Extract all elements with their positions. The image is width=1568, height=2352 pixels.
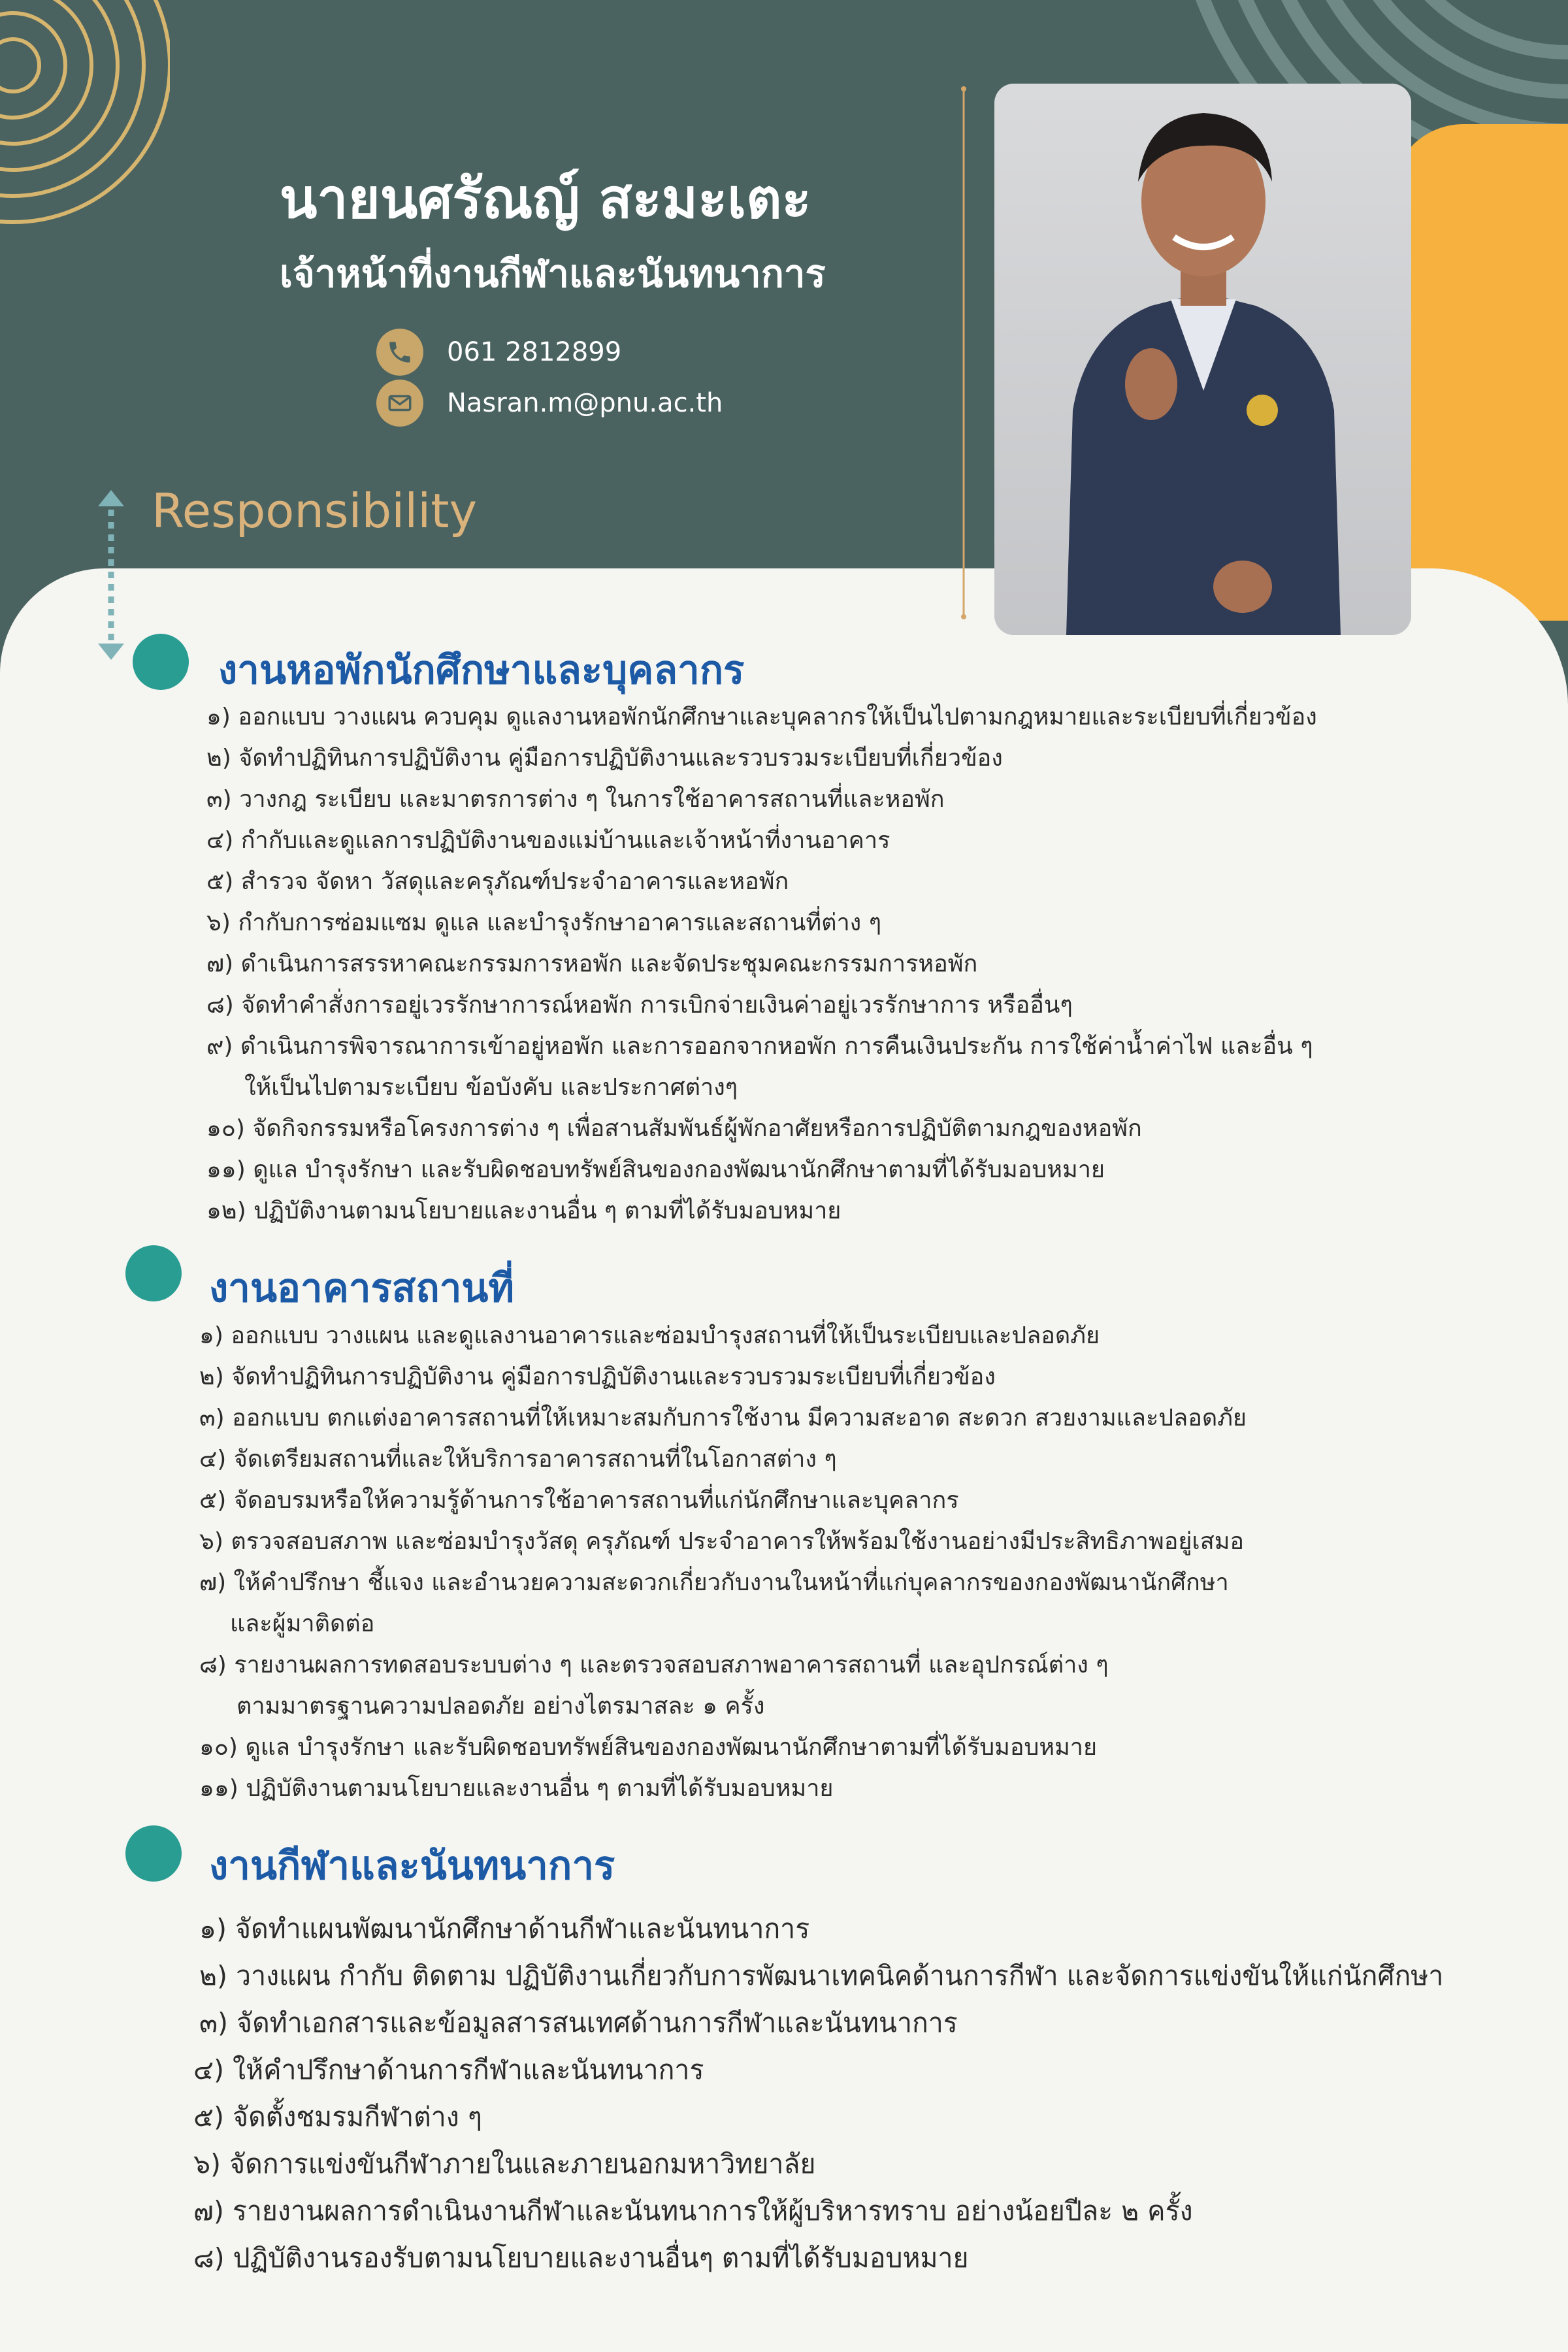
section-3-item: ๔) ให้คำปรึกษาด้านการกีฬาและนันทนาการ	[193, 2054, 704, 2085]
section-3-item: ๖) จัดการแข่งขันกีฬาภายในและภายนอกมหาวิทยาลัย	[193, 2148, 816, 2180]
section-2-item: ๘) รายงานผลการทดสอบระบบต่าง ๆ และตรวจสอบสภาพอาคารสถานที่ และอุปกรณ์ต่าง ๆ	[199, 1652, 1109, 1678]
section-2-item: ๑๑) ปฏิบัติงานตามนโยบายและงานอื่น ๆ ตามที่ได้รับมอบหมาย	[199, 1775, 834, 1802]
section-1-item: ๗) ดำเนินการสรรหาคณะกรรมการหอพัก และจัดประชุมคณะกรรมการหอพัก	[206, 951, 978, 977]
section-3-dot	[125, 1825, 182, 1882]
section-3-item: ๑) จัดทำแผนพัฒนานักศึกษาด้านกีฬาและนันทนาการ	[199, 1913, 810, 1944]
section-1-item: ๑๐) จัดกิจกรรมหรือโครงการต่าง ๆ เพื่อสานสัมพันธ์ผู้พักอาศัยหรือการปฏิบัติตามกฎของหอพัก	[206, 1115, 1142, 1142]
section-2-item: ๓) ออกแบบ ตกแต่งอาคารสถานที่ให้เหมาะสมกับการใช้งาน มีความสะอาด สะดวก สวยงามและปลอดภัย	[199, 1405, 1247, 1431]
section-1-item-continuation: ให้เป็นไปตามระเบียบ ข้อบังคับ และประกาศต่างๆ	[244, 1074, 738, 1101]
section-1-item: ๕) สำรวจ จัดหา วัสดุและครุภัณฑ์ประจำอาคารและหอพัก	[206, 868, 789, 895]
section-2-item-continuation: ตามมาตรฐานความปลอดภัย อย่างไตรมาสละ ๑ ครั้ง	[237, 1693, 765, 1720]
section-3-item: ๒) วางแผน กำกับ ติดตาม ปฏิบัติงานเกี่ยวกับการพัฒนาเทคนิคด้านการกีฬา และจัดการแข่งขันให้แก่นักศึกษา	[199, 1960, 1444, 1991]
section-2-item: ๗) ให้คำปรึกษา ชี้แจง และอำนวยความสะดวกเกี่ยวกับงานในหน้าที่แก่บุคลากรของกองพัฒนานักศึกษา	[199, 1569, 1229, 1596]
section-2-item: ๑๐) ดูแล บำรุงรักษา และรับผิดชอบทรัพย์สินของกองพัฒนานักศึกษาตามที่ได้รับมอบหมาย	[199, 1734, 1098, 1761]
section-2-item: ๖) ตรวจสอบสภาพ และซ่อมบำรุงวัสดุ ครุภัณฑ์ ประจำอาคารให้พร้อมใช้งานอย่างมีประสิทธิภาพอยู่เสมอ	[199, 1528, 1245, 1555]
section-2-item: ๒) จัดทำปฏิทินการปฏิบัติงาน คู่มือการปฏิบัติงานและรวบรวมระเบียบที่เกี่ยวข้อง	[199, 1364, 996, 1390]
phone-row	[376, 328, 621, 376]
section-1-item: ๙) ดำเนินการพิจารณาการเข้าอยู่หอพัก และการออกจากหอพัก การคืนเงินประกัน การใช้ค่าน้ำค่าไฟ และอื่น ๆ	[206, 1033, 1313, 1060]
section-3-item: ๘) ปฏิบัติงานรองรับตามนโยบายและงานอื่นๆ ตามที่ได้รับมอบหมาย	[193, 2242, 969, 2274]
section-1-item: ๘) จัดทำคำสั่งการอยู่เวรรักษาการณ์หอพัก การเบิกจ่ายเงินค่าอยู่เวรรักษาการ หรืออื่นๆ	[206, 992, 1073, 1019]
concentric-rings-decoration	[0, 0, 170, 248]
responsibility-heading: Responsibility	[152, 483, 478, 538]
section-3-title: งานกีฬาและนันทนาการ	[209, 1843, 615, 1889]
section-2-dot	[125, 1245, 182, 1301]
section-3-item: ๓) จัดทำเอกสารและข้อมูลสารสนเทศด้านการกีฬาและนันทนาการ	[199, 2007, 958, 2038]
vertical-dotted-arrow-icon	[91, 487, 131, 663]
section-1-item: ๖) กำกับการซ่อมแซม ดูแล และบำรุงรักษาอาคารและสถานที่ต่าง ๆ	[206, 909, 882, 936]
section-3-item: ๕) จัดตั้งชมรมกีฬาต่าง ๆ	[193, 2101, 482, 2132]
section-1-item: ๒) จัดทำปฏิทินการปฏิบัติงาน คู่มือการปฏิบัติงานและรวบรวมระเบียบที่เกี่ยวข้อง	[206, 745, 1003, 772]
profile-role: เจ้าหน้าที่งานกีฬาและนันทนาการ	[280, 252, 826, 296]
phone-number: 061 2812899	[447, 337, 622, 367]
section-2-title: งานอาคารสถานที่	[209, 1266, 514, 1311]
email-address: Nasran.m@pnu.ac.th	[447, 388, 723, 418]
profile-photo	[994, 84, 1411, 635]
orange-accent-shape	[1392, 124, 1568, 621]
section-3-item: ๗) รายงานผลการดำเนินงานกีฬาและนันทนาการให้ผู้บริหารทราบ อย่างน้อยปีละ ๒ ครั้ง	[193, 2195, 1193, 2227]
section-1-item: ๑๒) ปฏิบัติงานตามนโยบายและงานอื่น ๆ ตามที่ได้รับมอบหมาย	[206, 1198, 841, 1224]
section-2-item: ๑) ออกแบบ วางแผน และดูแลงานอาคารและซ่อมบำรุงสถานที่ให้เป็นระเบียบและปลอดภัย	[199, 1322, 1100, 1349]
mail-icon	[376, 380, 423, 427]
vertical-divider-line	[960, 85, 968, 621]
section-2-item-continuation: และผู้มาติดต่อ	[230, 1610, 375, 1637]
section-1-item: ๑) ออกแบบ วางแผน ควบคุม ดูแลงานหอพักนักศึกษาและบุคลากรให้เป็นไปตามกฎหมายและระเบียบที่เกี่ยวข้อง	[206, 704, 1317, 730]
section-1-title: งานหอพักนักศึกษาและบุคลากร	[218, 647, 745, 693]
section-2-item: ๔) จัดเตรียมสถานที่และให้บริการอาคารสถานที่ในโอกาสต่าง ๆ	[199, 1446, 837, 1473]
section-2-item: ๕) จัดอบรมหรือให้ความรู้ด้านการใช้อาคารสถานที่แก่นักศึกษาและบุคลากร	[199, 1487, 959, 1514]
section-1-item: ๑๑) ดูแล บำรุงรักษา และรับผิดชอบทรัพย์สินของกองพัฒนานักศึกษาตามที่ได้รับมอบหมาย	[206, 1156, 1105, 1183]
phone-icon	[376, 329, 423, 376]
section-1-dot	[133, 634, 189, 690]
email-row	[376, 379, 723, 427]
profile-name: นายนศรัณญ์ สะมะเตะ	[280, 167, 811, 231]
section-1-item: ๓) วางกฎ ระเบียบ และมาตรการต่าง ๆ ในการใช้อาคารสถานที่และหอพัก	[206, 786, 945, 813]
section-1-item: ๔) กำกับและดูแลการปฏิบัติงานของแม่บ้านและเจ้าหน้าที่งานอาคาร	[206, 827, 890, 854]
